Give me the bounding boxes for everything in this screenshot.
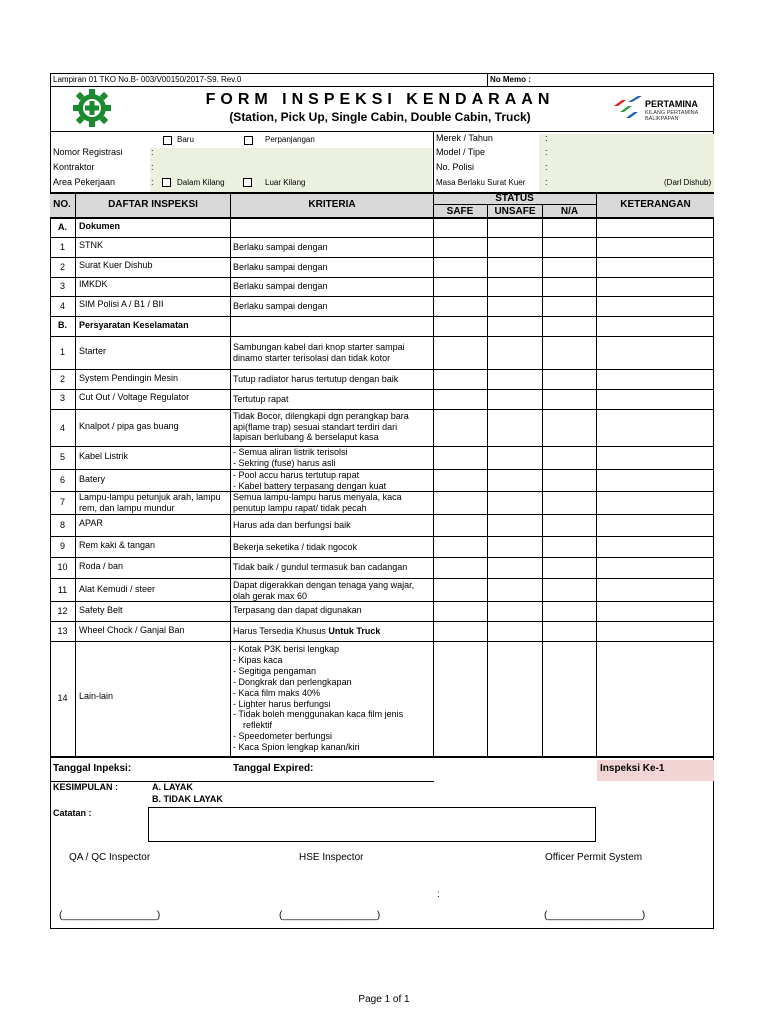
row-kriteria: Tertutup rapat (233, 394, 289, 404)
row-item: Surat Kuer Dishub (79, 260, 153, 270)
row-item: System Pendingin Mesin (79, 373, 179, 383)
company-sub1: KILANG PERTAMINA (645, 110, 699, 116)
tanggal-expired-label: Tanggal Expired: (233, 763, 314, 774)
list-item: - Kipas kaca (233, 654, 283, 665)
colon: : (545, 147, 548, 157)
row-item: Rem kaki & tangan (79, 540, 156, 550)
list-item: reflektif (233, 720, 273, 731)
item-line: Lampu-lampu petunjuk arah, lampu (79, 492, 221, 502)
kriteria-bold-text: Untuk Truck (328, 626, 381, 636)
row-kriteria (233, 411, 409, 443)
col-keterangan: KETERANGAN (620, 199, 691, 210)
kriteria-line: lapisan berlubang & berselaput kasa (233, 432, 379, 443)
row-kriteria (233, 492, 402, 513)
row-kriteria (233, 342, 405, 363)
row-item: Lain-lain (79, 691, 114, 701)
officer-permit-label: Officer Permit System (545, 852, 643, 863)
row-item: Cut Out / Voltage Regulator (79, 392, 190, 402)
row-item: Wheel Chock / Ganjal Ban (79, 625, 185, 635)
list-item: - Kaca film maks 40% (233, 687, 321, 698)
list-item: - Speedometer berfungsi (233, 731, 333, 742)
colon: : (437, 889, 440, 900)
row-kriteria: Tutup radiator harus tertutup dengan baik (233, 374, 399, 384)
row-kriteria: Berlaku sampai dengan (233, 262, 328, 272)
row-no: 6 (59, 475, 65, 485)
row-kriteria (233, 627, 380, 637)
colon: : (545, 133, 548, 143)
row-no: 13 (57, 626, 68, 636)
form-title: FORM INSPEKSI KENDARAAN (205, 91, 555, 108)
dishub-note: (Darl Dishub) (664, 178, 712, 187)
colon: : (151, 177, 154, 187)
signature-qa[interactable]: (_________________) (59, 910, 161, 921)
row-no: 3 (59, 393, 65, 403)
row-no: 2 (59, 262, 65, 272)
qa-inspector-label: QA / QC Inspector (69, 852, 151, 863)
kesimpulan-label: KESIMPULAN : (53, 782, 118, 792)
model-label: Model / Tipe (436, 147, 486, 157)
item-line: rem, dan lampu mundur (79, 502, 175, 513)
signature-hse[interactable]: (_________________) (279, 910, 381, 921)
catatan-box[interactable] (148, 807, 596, 842)
row-item: APAR (79, 518, 103, 528)
kontraktor-label: Kontraktor (53, 162, 95, 172)
section-a-title: Dokumen (79, 221, 121, 231)
checkbox-luar-kilang[interactable] (243, 178, 252, 187)
row-item: Roda / ban (79, 561, 124, 571)
row-kriteria: Berlaku sampai dengan (233, 281, 328, 291)
list-item: - Segitiga pengaman (233, 665, 317, 676)
row-no: 9 (59, 541, 65, 551)
row-item: Batery (79, 474, 106, 484)
hse-inspector-label: HSE Inspector (299, 852, 364, 863)
row-item: IMKDK (79, 279, 108, 289)
opt-baru-label: Baru (177, 135, 194, 144)
kriteria-line: Dapat digerakkan dengan tenaga yang wajar, (233, 580, 415, 590)
row-item: Starter (79, 346, 107, 356)
row-no: 8 (59, 520, 65, 530)
row-kriteria (233, 580, 414, 601)
row-no: 4 (59, 301, 65, 311)
tanggal-inspeksi-label: Tanggal Inpeksi: (53, 763, 132, 774)
option-tidak-layak[interactable]: B. TIDAK LAYAK (152, 794, 223, 804)
catatan-label: Catatan : (53, 808, 92, 818)
checkbox-perpanjangan[interactable] (244, 136, 253, 145)
row-item: SIM Polisi A / B1 / BII (79, 299, 164, 309)
row-item: Kabel Listrik (79, 451, 129, 461)
doc-ref: Lampiran 01 TKO No.B- 003/V00150/2017-S9. Rev.0 (53, 75, 242, 84)
row-kriteria: Berlaku sampai dengan (233, 242, 328, 252)
row-kriteria (233, 447, 348, 468)
row-kriteria: Berlaku sampai dengan (233, 301, 328, 311)
checkbox-baru[interactable] (163, 136, 172, 145)
row-kriteria-list (233, 644, 403, 753)
kriteria-line: olah gerak max 60 (233, 590, 308, 601)
col-safe: SAFE (446, 206, 474, 217)
colon: : (545, 177, 548, 187)
col-kriteria: KRITERIA (308, 199, 356, 210)
kriteria-line: Tidak Bocor, dilengkapi dgn perangkap bara (233, 411, 409, 421)
safety-gear-logo-icon (70, 88, 114, 128)
col-daftar: DAFTAR INSPEKSI (108, 199, 198, 210)
row-no: 10 (57, 562, 68, 572)
row-kriteria: Bekerja seketika / tidak ngocok (233, 542, 358, 552)
signature-officer[interactable]: (_________________) (544, 910, 646, 921)
col-status: STATUS (495, 193, 534, 204)
col-no: NO. (53, 199, 71, 210)
section-b-title: Persyaratan Keselamatan (79, 320, 189, 330)
merek-label: Merek / Tahun (436, 133, 493, 143)
kriteria-text: Harus Tersedia Khusus (233, 626, 329, 636)
kriteria-line: - Semua aliran listrik terisolsi (233, 447, 348, 457)
section-a-no: A. (58, 222, 67, 232)
opt-perpanjangan-label: Perpanjangan (265, 135, 315, 144)
colon: : (545, 162, 548, 172)
row-no: 1 (59, 347, 65, 357)
section-b-no: B. (58, 320, 67, 330)
list-item: - Kotak P3K berisi lengkap (233, 644, 340, 654)
row-item: Alat Kemudi / steer (79, 584, 156, 594)
row-item: Safety Belt (79, 605, 123, 615)
row-no: 3 (59, 281, 65, 291)
masa-label: Masa Berlaku Surat Kuer (436, 178, 526, 187)
polisi-label: No. Polisi (436, 162, 475, 172)
col-na: N/A (560, 206, 579, 217)
row-no: 2 (59, 374, 65, 384)
row-no: 14 (57, 693, 68, 703)
inspeksi-ke-label: Inspeksi Ke-1 (600, 763, 665, 774)
row-item: Knalpot / pipa gas buang (79, 421, 179, 431)
row-no: 12 (57, 606, 68, 616)
kriteria-line: - Kabel battery terpasang dengan kuat (233, 480, 387, 491)
row-no: 1 (59, 242, 65, 252)
row-kriteria: Harus ada dan berfungsi baik (233, 520, 351, 530)
company-name: PERTAMINA (645, 99, 698, 109)
kriteria-line: dinamo starter terisolasi dan tidak kotor (233, 352, 391, 363)
page-number: Page 1 of 1 (358, 994, 410, 1005)
opt-luar-label: Luar Kilang (265, 178, 306, 187)
row-no: 5 (59, 452, 65, 462)
row-kriteria: Terpasang dan dapat digunakan (233, 605, 362, 615)
kriteria-line: - Pool accu harus tertutup rapat (233, 470, 360, 480)
area-label: Area Pekerjaan (53, 177, 116, 187)
list-item: - Dongkrak dan perlengkapan (233, 676, 352, 687)
option-layak[interactable]: A. LAYAK (152, 782, 193, 792)
list-item: - Lighter harus berfungsi (233, 698, 331, 709)
colon: : (151, 162, 154, 172)
pertamina-logo-icon (612, 96, 644, 118)
kriteria-line: Semua lampu-lampu harus menyala, kaca (233, 492, 402, 502)
row-kriteria: Tidak baik / gundul termasuk ban cadangan (233, 562, 408, 572)
row-no: 11 (57, 585, 68, 595)
row-item: STNK (79, 240, 104, 250)
form-subtitle: (Station, Pick Up, Single Cabin, Double Cabin, Truck) (229, 110, 531, 124)
list-item: - Kaca Spion lengkap kanan/kiri (233, 742, 360, 753)
checkbox-dalam-kilang[interactable] (162, 178, 171, 187)
row-kriteria (233, 470, 386, 491)
row-no: 7 (59, 497, 65, 507)
list-item: - Tidak boleh menggunakan kaca film jenis (233, 709, 404, 720)
kriteria-line: api(flame trap) sesuai standart terdiri dari (233, 421, 398, 432)
colon: : (151, 147, 154, 157)
row-no: 4 (59, 423, 65, 433)
kriteria-line: - Sekring (fuse) harus asli (233, 457, 336, 468)
row-item (79, 492, 221, 513)
registrasi-label: Nomor Registrasi (53, 147, 123, 157)
col-unsafe: UNSAFE (494, 206, 536, 217)
kriteria-line: penutup lampu rapat/ tidak pecah (233, 502, 367, 513)
kriteria-line: Sambungan kabel dari knop starter sampai (233, 342, 405, 352)
company-sub2: BALIKPAPAN (645, 116, 679, 122)
opt-dalam-label: Dalam Kilang (177, 178, 225, 187)
memo-label: No Memo : (490, 75, 531, 84)
